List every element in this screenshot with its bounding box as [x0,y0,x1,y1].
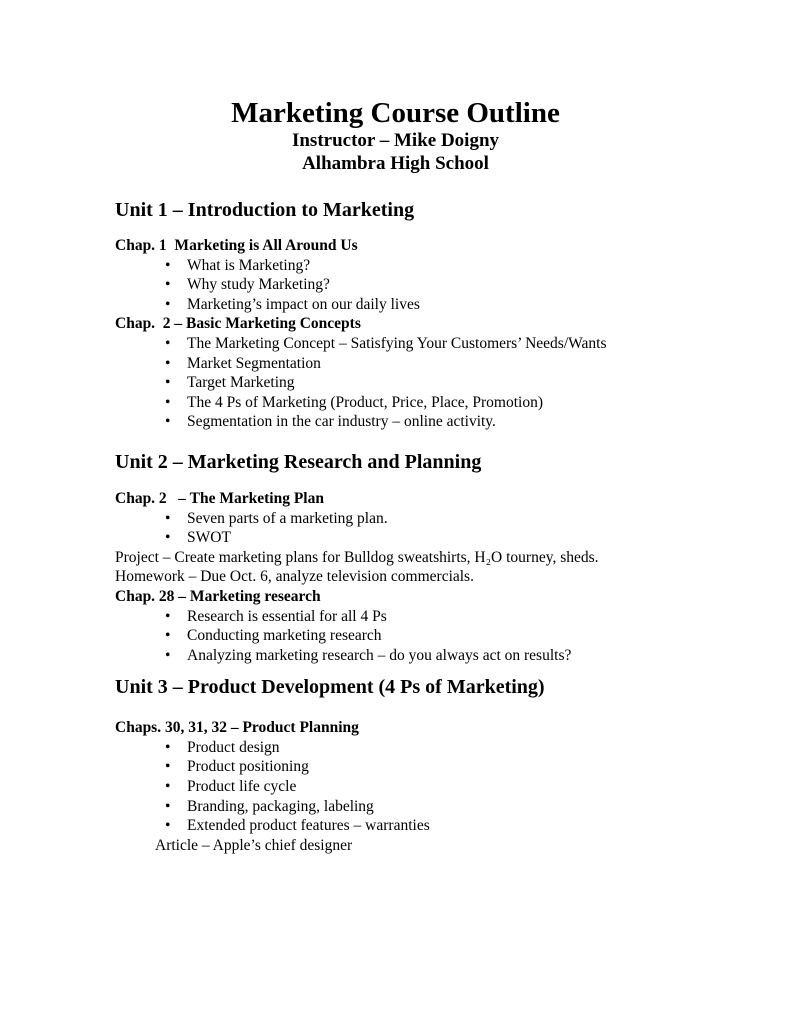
list-item [165,393,701,413]
bullet-text: Research is essential for all 4 Ps [187,607,387,625]
bullet-icon: • [165,276,171,294]
chapter-2-plan-heading: Chap. 2 – The Marketing Plan [115,489,324,507]
chapters-30-31-32-heading: Chaps. 30, 31, 32 – Product Planning [115,719,359,737]
bullet-text: Market Segmentation [187,354,321,372]
list-item [165,256,701,276]
bullet-icon: • [165,607,171,625]
bullet-icon: • [165,374,171,392]
chapters-30-31-32-bullet-list [115,738,701,836]
list-item [165,626,701,646]
document-header [0,0,791,175]
list-item [165,509,701,529]
list-item [165,354,701,374]
bullet-icon: • [165,778,171,796]
list-item [165,646,701,666]
list-item [165,295,701,315]
chapter-2-plan-bullet-list [115,509,701,548]
bullet-icon: • [165,627,171,645]
bullet-text: Product positioning [187,758,309,776]
bullet-icon: • [165,334,171,352]
bullet-text: Extended product features – warranties [187,817,430,835]
list-item [165,412,701,432]
bullet-text: Conducting marketing research [187,627,382,645]
bullet-text: Product design [187,738,280,756]
unit-3-heading: Unit 3 – Product Development (4 Ps of Marketing) [115,676,545,699]
article-line: Article – Apple’s chief designer [155,836,353,854]
bullet-text: Analyzing marketing research – do you always act on results? [187,646,572,664]
unit-1-heading: Unit 1 – Introduction to Marketing [115,199,415,221]
bullet-text: Branding, packaging, labeling [187,797,374,815]
bullet-text: Segmentation in the car industry – online activity. [187,413,496,431]
list-item [165,528,701,548]
bullet-icon: • [165,354,171,372]
chapter-28-heading: Chap. 28 – Marketing research [115,587,321,605]
chapter-1-bullet-list [115,256,701,315]
bullet-icon: • [165,393,171,411]
chapter-28-bullet-list [115,607,701,666]
bullet-text: Target Marketing [187,374,295,392]
bullet-icon: • [165,295,171,313]
bullet-icon: • [165,817,171,835]
chapter-1-heading: Chap. 1 Marketing is All Around Us [115,237,358,254]
list-item [165,275,701,295]
bullet-text: Product life cycle [187,778,297,796]
bullet-text: Why study Marketing? [187,276,330,294]
list-item [165,816,701,836]
bullet-text: What is Marketing? [187,256,311,274]
bullet-text: The Marketing Concept – Satisfying Your Customers’ Needs/Wants [187,334,607,352]
instructor-line: Instructor – Mike Doigny [291,130,500,151]
homework-line: Homework – Due Oct. 6, analyze television commercials. [115,568,474,586]
unit-3-section [115,675,701,855]
unit-2-section [115,450,701,665]
list-item [165,738,701,758]
chapter-2-heading: Chap. 2 – Basic Marketing Concepts [115,315,361,333]
list-item [165,777,701,797]
chapter-2-bullet-list [115,334,701,432]
project-line: Project – Create marketing plans for Bulldog sweatshirts, H₂O tourney, sheds. [115,548,599,566]
bullet-icon: • [165,529,171,547]
bullet-icon: • [165,509,171,527]
bullet-icon: • [165,758,171,776]
document-title: Marketing Course Outline [231,97,560,129]
list-item [165,373,701,393]
list-item [165,334,701,354]
bullet-text: Seven parts of a marketing plan. [187,509,388,527]
list-item [165,607,701,627]
bullet-text: SWOT [187,529,231,547]
bullet-icon: • [165,646,171,664]
bullet-icon: • [165,413,171,431]
unit-2-heading: Unit 2 – Marketing Research and Planning [115,450,482,473]
bullet-text: The 4 Ps of Marketing (Product, Price, Place, Promotion) [187,393,544,411]
bullet-icon: • [165,738,171,756]
bullet-icon: • [165,797,171,815]
list-item [165,797,701,817]
bullet-text: Marketing’s impact on our daily lives [187,295,420,313]
list-item [165,757,701,777]
school-line: Alhambra High School [302,153,489,174]
document-body [115,198,701,855]
bullet-icon: • [165,256,171,274]
unit-1-section [115,198,701,432]
